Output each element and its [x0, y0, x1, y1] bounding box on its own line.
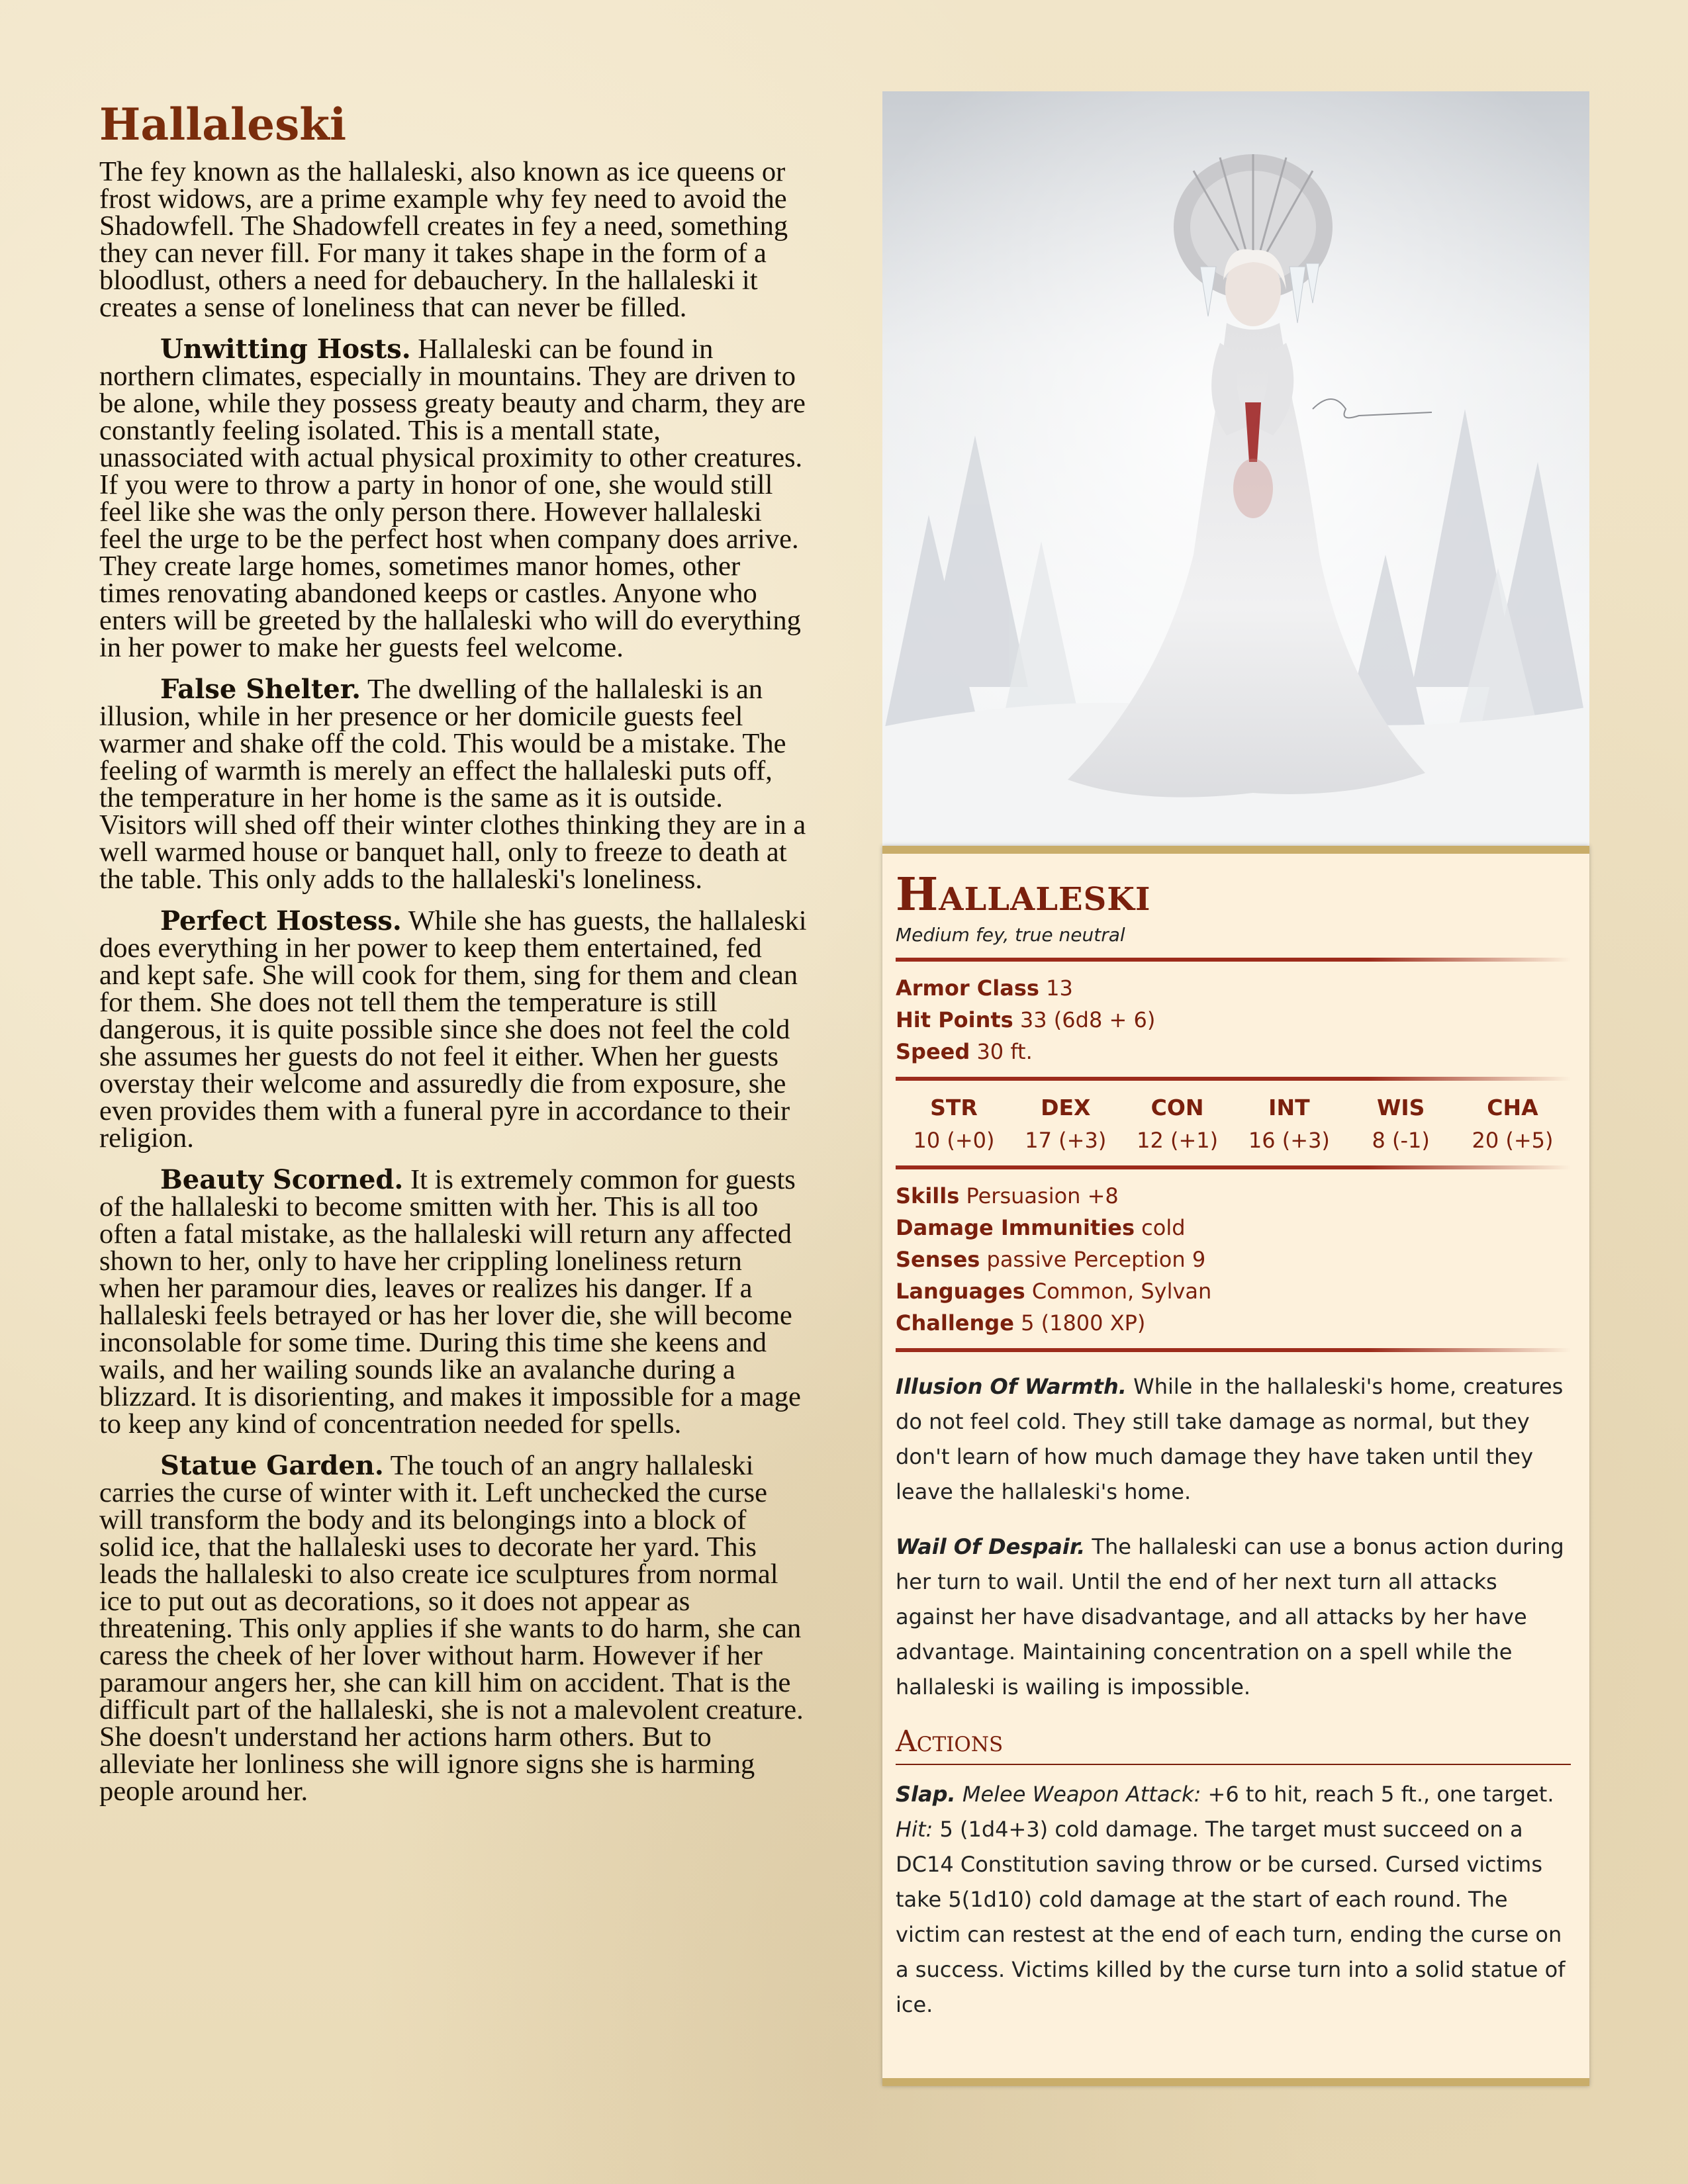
ability-score: 17 (+3) [1025, 1128, 1107, 1153]
stat-label: Hit Points [896, 1007, 1013, 1032]
ability-name: CON [1150, 1095, 1204, 1120]
section-heading: False Shelter. [160, 674, 361, 705]
action-slap [896, 1777, 1571, 2023]
ability-int [1236, 1091, 1342, 1156]
stat-value: Common, Sylvan [1031, 1279, 1212, 1304]
stat-label: Languages [896, 1279, 1025, 1304]
section-false-shelter [99, 676, 808, 893]
section-text: It is extremely common for guests of the hallaleski to become smitten with her. This is all too often a fatal mistake, as the hallaleski will return any affected shown to her, only to have her crippling loneliness return when her paramour dies, leaves or realizes his danger. If a hallaleski feels betrayed or has her lover die, she will become inconsolable for some time. During this time she keens and wails, and her wailing sounds like an avalanche during a blizzard. It is disorienting, and makes it impossible for a mage to keep any kind of concentration needed for spells. [99, 1164, 801, 1439]
stat-value: 33 (6d8 + 6) [1019, 1007, 1156, 1032]
trait-illusion-of-warmth [896, 1369, 1571, 1510]
stat-value: passive Perception 9 [986, 1247, 1206, 1272]
divider [896, 1165, 1571, 1169]
section-heading: Perfect Hostess. [160, 905, 402, 936]
ability-name: WIS [1376, 1095, 1425, 1120]
skills [896, 1180, 1571, 1212]
ability-wis [1348, 1091, 1454, 1156]
stat-value: Persuasion +8 [966, 1183, 1119, 1208]
divider [896, 1077, 1571, 1081]
trait-name: Wail Of Despair. [896, 1534, 1086, 1559]
languages [896, 1275, 1571, 1307]
ability-score: 8 (-1) [1372, 1128, 1430, 1153]
ability-cha [1460, 1091, 1566, 1156]
attack-text: +6 to hit, reach 5 ft., one target. [1207, 1781, 1554, 1807]
section-text: While she has guests, the hallaleski does everything in her power to keep them entertained, fed and kept safe. She will cook for them, sing for them and clean for them. She does not tell them the temperature is still dangerous, it is quite possible since she does not feel the cold she assumes her guests do not feel it either. When her guests overstay their welcome and assuredly die from exposure, she even provides them with a funeral pyre in accordance to their religion. [99, 905, 807, 1154]
ability-score: 10 (+0) [913, 1128, 995, 1153]
stat-value: 30 ft. [976, 1039, 1033, 1064]
ability-scores [896, 1091, 1571, 1156]
section-text: The touch of an angry hallaleski carries the curse of winter with it. Left unchecked the curse will transform the body and its belongings into a block of solid ice, that the hallaleski uses to decorate her yard. This leads the hallaleski to also create ice sculptures from normal ice to put out as decorations, so it does not appear as threatening. This only applies if she wants to do harm, she can caress the cheek of her lover without harm. However if her paramour angers her, she can kill him on accident. That is the difficult part of the hallaleski, she is not a malevolent creature. She doesn't understand her actions harm others. But to alleviate her lonliness she will ignore signs she is harming people around her. [99, 1450, 804, 1807]
stat-value: 13 [1046, 976, 1073, 1001]
stat-block [882, 846, 1589, 2086]
speed [896, 1036, 1571, 1068]
page-title: Hallaleski [99, 99, 347, 150]
ability-name: INT [1268, 1095, 1310, 1120]
ability-name: STR [930, 1095, 978, 1120]
divider [896, 1764, 1571, 1765]
section-heading: Beauty Scorned. [160, 1164, 404, 1195]
stat-label: Armor Class [896, 976, 1039, 1001]
damage-immunities [896, 1212, 1571, 1244]
trait-text: While in the hallaleski's home, creatures do not feel cold. They still take damage as normal, but they don't learn of how much damage they have taken until they leave the hallaleski's home. [896, 1374, 1564, 1504]
stat-label: Damage Immunities [896, 1215, 1135, 1240]
divider [896, 958, 1571, 962]
trait-text: The hallaleski can use a bonus action during her turn to wail. Until the end of her next turn all attacks against her have disadvantage, and all attacks by her have advantage. Maintaining concentration on a spell while the hallaleski is wailing is impossible. [896, 1534, 1564, 1700]
challenge [896, 1307, 1571, 1339]
section-unwitting-hosts [99, 336, 808, 661]
section-text: Hallaleski can be found in northern climates, especially in mountains. They are driven to be alone, while they possess greaty beauty and charm, they are constantly feeling isolated. This is a mentall state, unassociated with actual physical proximity to other creatures. If you were to throw a party in honor of one, she would still feel like she was the only person there. However hallaleski feel the urge to be the perfect host when company does arrive. They create large homes, sometimes manor homes, other times renovating abandoned keeps or castles. Anyone who enters will be greeted by the hallaleski who will do everything in her power to make her guests feel welcome. [99, 334, 806, 663]
ability-dex [1013, 1091, 1119, 1156]
intro-paragraph: The fey known as the hallaleski, also known as ice queens or frost widows, are a prime example why fey need to avoid the Shadowfell. The Shadowfell creates in fey a need, something they can never fill. For many it takes shape in the form of a bloodlust, others a need for debauchery. In the hallaleski it creates a sense of loneliness that can never be filled. [99, 156, 788, 323]
attack-type: Melee Weapon Attack: [962, 1781, 1201, 1807]
stat-label: Skills [896, 1183, 960, 1208]
action-name: Slap. [896, 1781, 956, 1807]
ice-queen-figure [882, 91, 1589, 846]
stat-label: Speed [896, 1039, 970, 1064]
hallaleski-illustration [882, 91, 1589, 846]
stat-value: 5 (1800 XP) [1021, 1310, 1146, 1336]
ability-score: 20 (+5) [1472, 1128, 1554, 1153]
stat-label: Challenge [896, 1310, 1014, 1336]
main-text-column [99, 99, 808, 1819]
hit-text: 5 (1d4+3) cold damage. The target must succeed on a DC14 Constitution saving throw or be cursed. Cursed victims take 5(1d10) cold damage at the start of each round. The victim can restest at the end of each turn, ending the curse on a success. Victims killed by the curse turn into a solid statue of ice. [896, 1816, 1566, 2017]
stat-label: Senses [896, 1247, 980, 1272]
trait-wail-of-despair [896, 1529, 1571, 1705]
ability-name: CHA [1487, 1095, 1538, 1120]
creature-name: Hallaleski [896, 868, 1151, 921]
stat-value: cold [1141, 1215, 1186, 1240]
armor-class [896, 972, 1571, 1004]
section-perfect-hostess [99, 907, 808, 1152]
section-heading: Unwitting Hosts. [160, 334, 411, 365]
section-statue-garden [99, 1452, 808, 1805]
hit-label: Hit: [896, 1816, 933, 1842]
ability-score: 16 (+3) [1248, 1128, 1330, 1153]
divider [896, 1348, 1571, 1352]
section-beauty-scorned [99, 1166, 808, 1437]
ability-str [901, 1091, 1007, 1156]
ability-con [1125, 1091, 1231, 1156]
ability-name: DEX [1041, 1095, 1091, 1120]
senses [896, 1244, 1571, 1275]
creature-type: Medium fey, true neutral [896, 924, 1125, 946]
section-heading: Statue Garden. [160, 1450, 384, 1481]
ability-score: 12 (+1) [1137, 1128, 1219, 1153]
actions-heading: Actions [896, 1725, 1004, 1758]
section-text: The dwelling of the hallaleski is an illusion, while in her presence or her domicile guests feel warmer and shake off the cold. This would be a mistake. The feeling of warmth is merely an effect the hallaleski puts off, the temperature in her home is the same as it is outside. Visitors will shed off their winter clothes thinking they are in a well warmed house or banquet hall, only to freeze to death at the table. This only adds to the hallaleski's loneliness. [99, 674, 806, 895]
hit-points [896, 1004, 1571, 1036]
trait-name: Illusion Of Warmth. [896, 1374, 1127, 1399]
